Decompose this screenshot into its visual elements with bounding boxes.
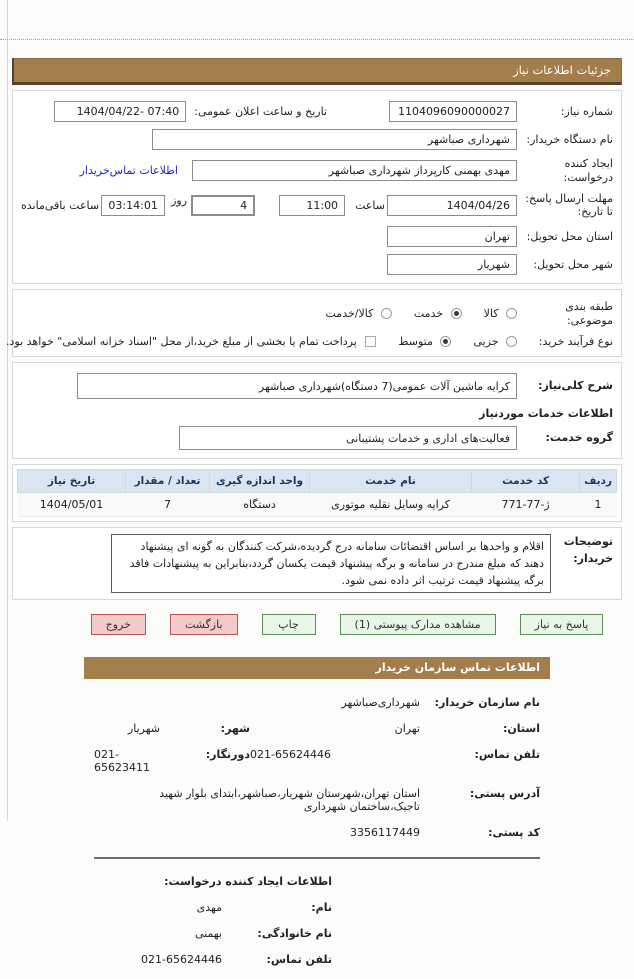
announce-datetime-label: تاریخ و ساعت اعلان عمومی: — [194, 104, 327, 118]
col-row-number: ردیف — [580, 470, 617, 493]
deadline-days-field[interactable]: 4 — [191, 195, 255, 216]
page-left-border — [7, 0, 8, 821]
contact-section-title: اطلاعات تماس سازمان خریدار — [375, 661, 540, 675]
row-province-city — [94, 722, 540, 735]
buyer-org-label: نام دستگاه خریدار: — [526, 132, 613, 146]
services-table-group — [12, 464, 622, 522]
contact-province-value: تهران — [394, 722, 420, 736]
contact-province-label: استان: — [503, 722, 540, 736]
row-buyer-org — [21, 129, 613, 150]
row-postal-code — [94, 826, 540, 839]
postal-address-value: استان تهران،شهرستان شهریار،صباشهر،ابتدای بلوار شهید تاجیک،ساختمان شهرداری — [159, 787, 420, 814]
radio-icon-kala[interactable] — [506, 308, 517, 319]
radio-option-jozii[interactable] — [473, 335, 517, 348]
row-subject-classification — [21, 300, 613, 328]
cell-quantity: 7 — [126, 493, 210, 517]
last-name-value: بهمنی — [195, 927, 222, 941]
radio-option-khedmat[interactable] — [414, 307, 462, 320]
view-attachments-button[interactable]: مشاهده مدارک پیوستی (1) — [340, 614, 496, 635]
cell-row-number: 1 — [580, 493, 617, 517]
last-name-label: نام خانوادگی: — [257, 927, 332, 941]
general-description-label: شرح کلی‌نیاز: — [538, 379, 613, 393]
creator-phone-label: تلفن تماس: — [266, 953, 332, 967]
postal-code-label: کد پستی: — [488, 826, 540, 840]
radio-label-jozii: جزیی — [473, 334, 499, 348]
row-request-creator — [21, 157, 613, 185]
col-quantity: تعداد / مقدار — [126, 470, 210, 493]
row-need-number — [21, 101, 613, 122]
service-group-label: گروه خدمت: — [545, 431, 613, 445]
row-province — [21, 226, 613, 247]
remaining-time-field: 03:14:01 — [101, 195, 165, 216]
row-last-name — [94, 927, 332, 940]
deadline-days-label: روز — [171, 193, 188, 207]
row-city — [21, 254, 613, 275]
contact-fax-label: دورنگار: — [205, 748, 250, 762]
contact-city-label: شهر: — [220, 722, 250, 736]
treasury-checkbox-icon[interactable] — [365, 336, 376, 347]
radio-icon-motevasset[interactable] — [440, 336, 451, 347]
radio-label-motevasset: متوسط — [398, 334, 433, 348]
subject-classification-label: طبقه بندی موضوعی: — [565, 300, 613, 327]
respond-to-need-button[interactable]: پاسخ به نیاز — [520, 614, 604, 635]
section-separator-line — [94, 857, 540, 859]
treasury-checkbox-label: پرداخت تمام یا بخشی از مبلغ خرید،از محل "اسناد خزانه اسلامی" خواهد بود. — [6, 334, 357, 348]
buyer-contact-link[interactable]: اطلاعات تماس‌خریدار — [79, 164, 178, 178]
page-title: جزئیات اطلاعات نیاز — [513, 63, 611, 77]
row-phone-fax — [94, 748, 540, 774]
announce-datetime-field[interactable]: 1404/04/22- 07:40 — [54, 101, 186, 122]
deadline-label: مهلت ارسال پاسخ: تا تاریخ: — [525, 191, 613, 219]
row-service-group — [21, 426, 613, 450]
first-name-value: مهدی — [196, 901, 222, 915]
radio-label-khedmat: خدمت — [413, 307, 444, 321]
row-process-type — [6, 334, 613, 349]
exit-button[interactable]: خروج — [91, 614, 146, 635]
radio-option-kala-khedmat[interactable] — [326, 307, 392, 320]
buyer-notes-label: توضیحات خریدار: — [563, 535, 613, 565]
section-header-need-details — [12, 58, 622, 85]
services-table — [17, 469, 617, 517]
services-table-header-row — [18, 470, 617, 493]
city-field[interactable]: شهریار — [387, 254, 517, 275]
radio-label-kala-khedmat: کالا/خدمت — [325, 307, 374, 321]
row-buyer-notes — [21, 534, 613, 593]
postal-address-label: آدرس پستی: — [469, 787, 540, 801]
city-label: شهر محل تحویل: — [533, 257, 613, 271]
table-row[interactable] — [18, 493, 617, 517]
contact-city-value: شهریار — [127, 722, 160, 736]
row-first-name — [94, 901, 332, 914]
remaining-time-label: ساعت باقی‌مانده — [21, 198, 100, 212]
buyer-contact-section — [84, 657, 550, 966]
row-org-name — [94, 696, 540, 709]
buyer-notes-field[interactable]: اقلام و واحدها بر اساس اقتضائات سامانه درج گردیده،شرکت کنندگان به گونه ای پیشنهاد دهند که مبلغ مندرج در سامانه و برگه پیشنهاد قیمت یکسان گردد،بنابراین به پیشنهادات فاقد برگه پیشنهاد قیمت ترتیب اثر داده نمی شود. — [111, 534, 551, 593]
need-number-field[interactable]: 1104096090000027 — [389, 101, 517, 122]
cell-need-date: 1404/05/01 — [18, 493, 126, 517]
request-creator-field[interactable]: مهدی بهمنی کارپرداز شهرداری صباشهر — [192, 160, 517, 181]
cell-service-code: 771-77-ژ — [472, 493, 580, 517]
general-description-field[interactable]: کرایه ماشین آلات عمومی(7 دستگاه)شهرداری صباشهر — [77, 373, 517, 399]
row-deadline — [21, 192, 613, 220]
creator-info-title: اطلاعات ایجاد کننده درخواست: — [164, 875, 332, 889]
row-postal-address — [94, 787, 540, 813]
contact-fax-value: 021-65623411 — [94, 748, 150, 775]
services-section-title: اطلاعات خدمات موردنیاز — [479, 407, 613, 421]
first-name-label: نام: — [311, 901, 332, 915]
org-name-value: شهرداری‌صباشهر — [341, 696, 420, 710]
service-group-field[interactable]: فعالیت‌های اداری و خدمات پشتیبانی — [179, 426, 517, 450]
radio-option-motevasset[interactable] — [398, 335, 451, 348]
deadline-date-field[interactable]: 1404/04/26 — [387, 195, 517, 216]
province-label: استان محل تحویل: — [526, 229, 613, 243]
treasury-checkbox-option[interactable] — [6, 335, 376, 348]
deadline-time-label: ساعت — [355, 198, 385, 212]
top-dotted-separator — [0, 39, 634, 40]
back-button[interactable]: بازگشت — [170, 614, 238, 635]
request-creator-label: ایجاد کننده درخواست: — [563, 157, 613, 184]
col-service-code: کد خدمت — [472, 470, 580, 493]
postal-code-value: 3356117449 — [350, 826, 420, 840]
cell-service-name: کرایه وسایل نقلیه موتوری — [310, 493, 472, 517]
description-group — [12, 362, 622, 459]
row-creator-phone — [94, 953, 332, 966]
creator-info-section — [94, 875, 540, 966]
action-button-row — [12, 614, 622, 635]
buyer-notes-group — [12, 527, 622, 600]
need-number-label: شماره نیاز: — [560, 104, 613, 118]
classification-group — [6, 289, 622, 357]
contact-phone-label: تلفن تماس: — [474, 748, 540, 762]
buyer-org-field[interactable]: شهرداری صباشهر — [152, 129, 517, 150]
contact-phone-value: 021-65624446 — [250, 748, 331, 762]
radio-icon-kala-khedmat[interactable] — [381, 308, 392, 319]
main-fields-group — [12, 90, 622, 284]
org-name-label: نام سازمان خریدار: — [434, 696, 540, 710]
radio-icon-khedmat[interactable] — [451, 308, 462, 319]
deadline-time-field[interactable]: 11:00 — [279, 195, 345, 216]
contact-section-header — [84, 657, 550, 679]
radio-icon-jozii[interactable] — [506, 336, 517, 347]
row-general-description — [21, 373, 613, 399]
col-service-name: نام خدمت — [310, 470, 472, 493]
process-type-label: نوع فرآیند خرید: — [538, 334, 613, 348]
print-button[interactable]: چاپ — [262, 614, 316, 635]
radio-option-kala[interactable] — [484, 307, 517, 320]
creator-phone-value: 021-65624446 — [141, 953, 222, 967]
province-field[interactable]: تهران — [387, 226, 517, 247]
col-unit: واحد اندازه گیری — [210, 470, 310, 493]
col-need-date: تاریخ نیاز — [18, 470, 126, 493]
radio-label-kala: کالا — [483, 307, 499, 321]
cell-unit: دستگاه — [210, 493, 310, 517]
